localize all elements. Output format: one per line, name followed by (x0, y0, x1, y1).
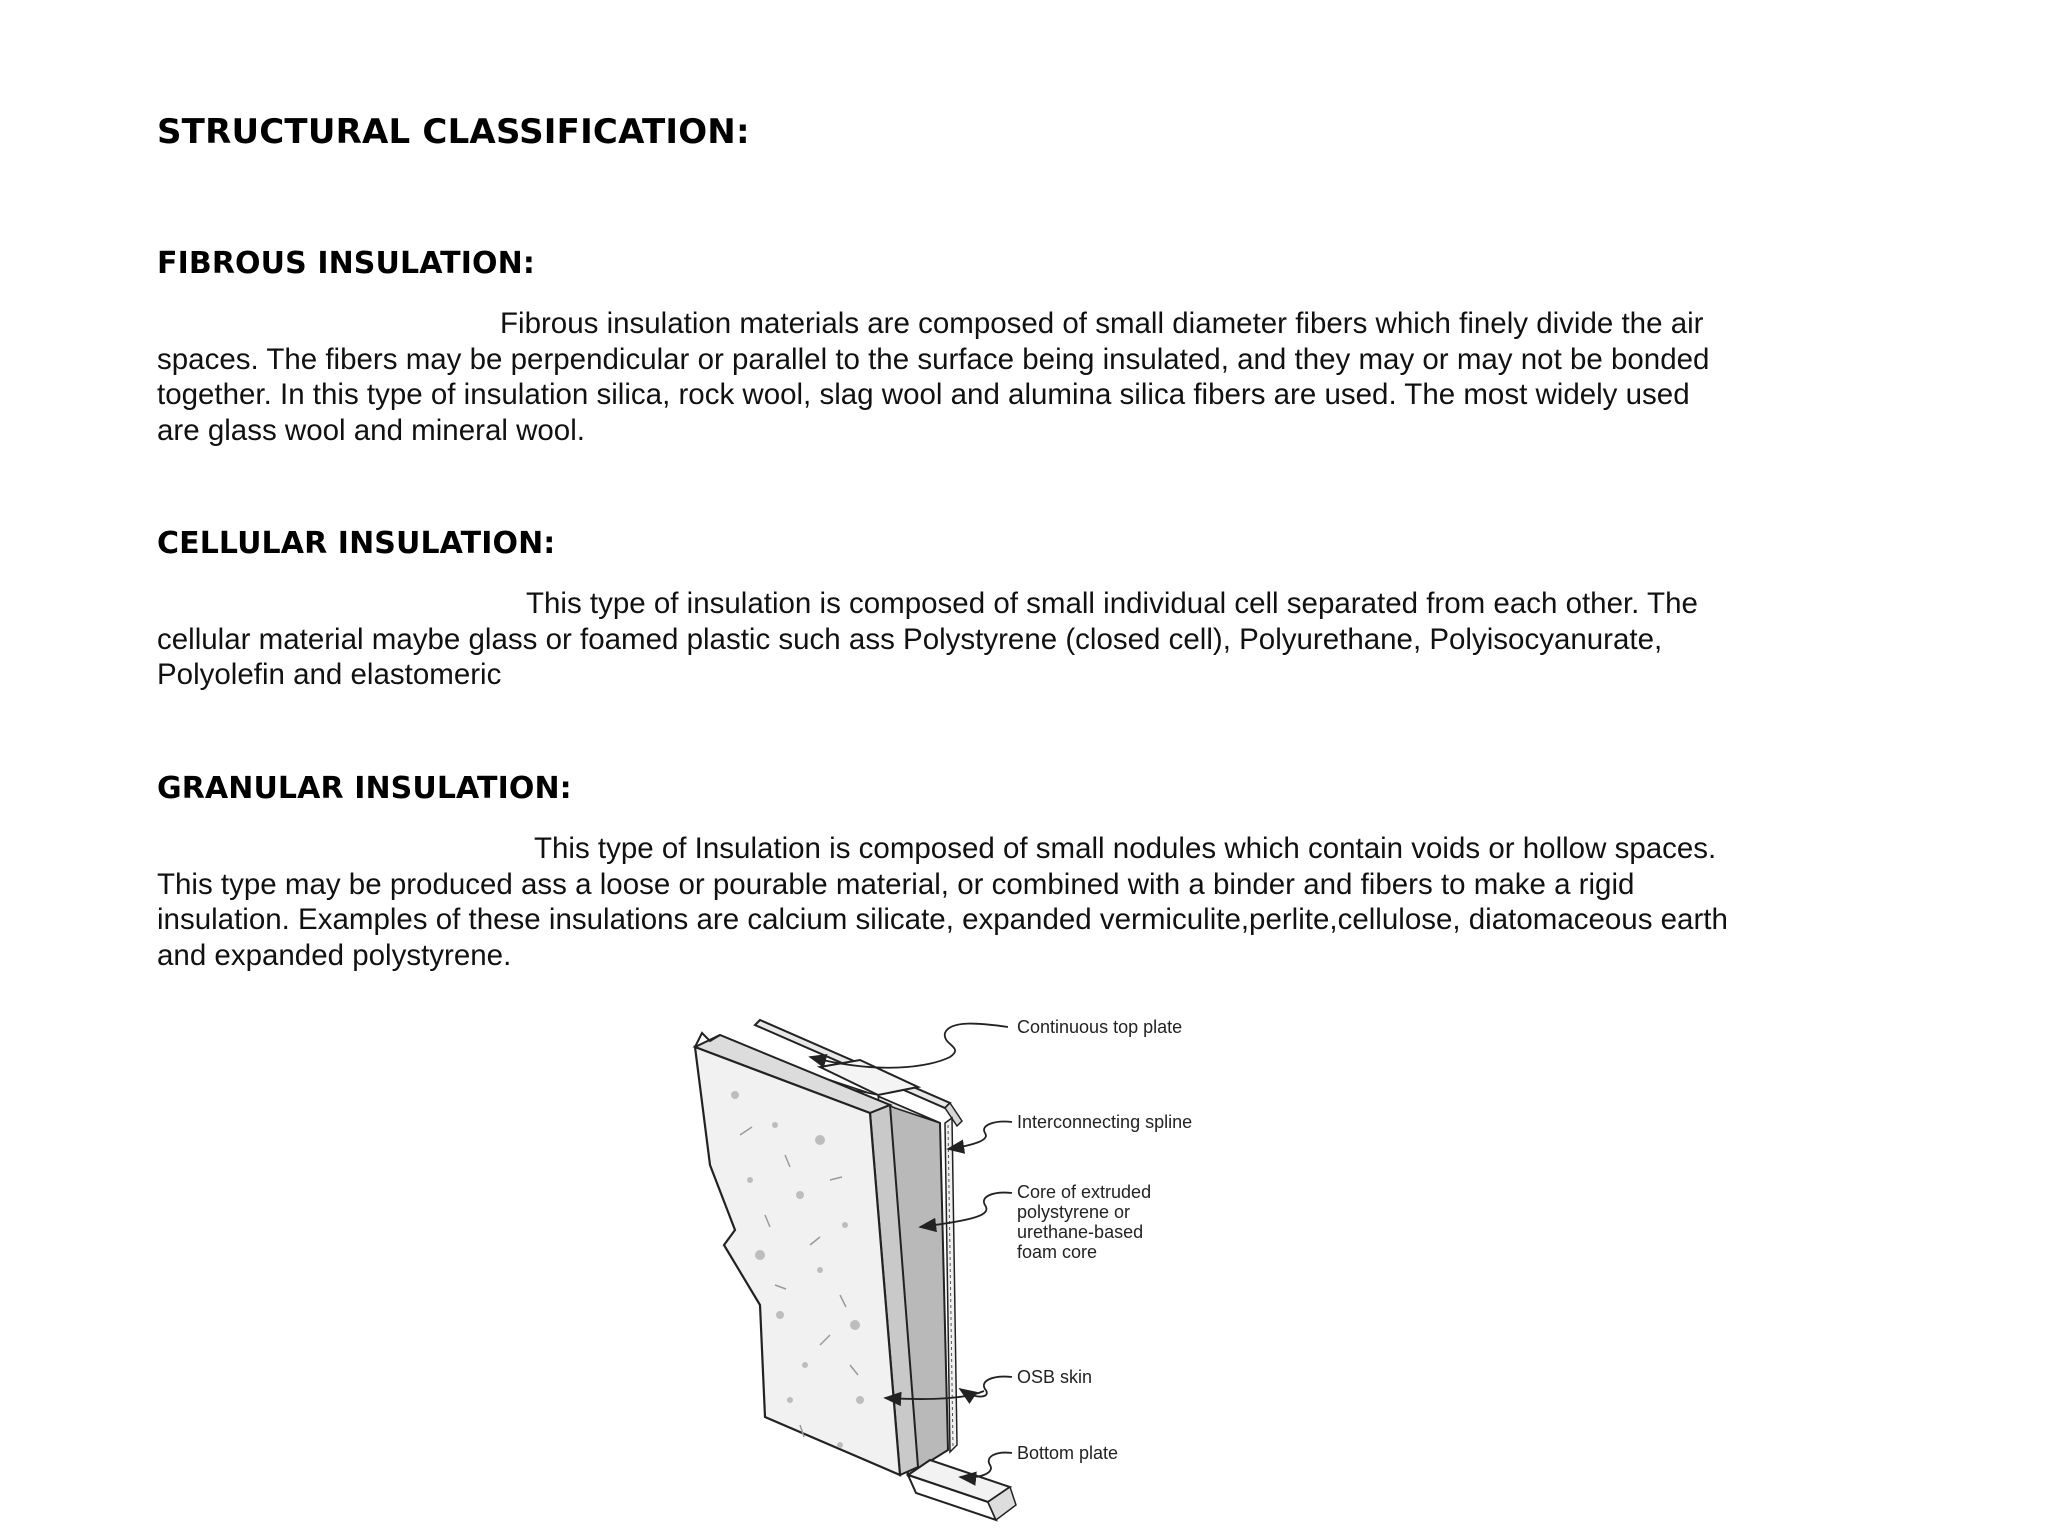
section-paragraph-granular (157, 831, 1897, 973)
label-continuous-top-plate: Continuous top plate (1017, 1017, 1183, 1037)
paragraph-line: and expanded polystyrene. (157, 938, 512, 972)
paragraph-line: This type may be produced ass a loose or pourable material, or combined with a binder and fibers to make a rigid (157, 867, 1635, 901)
label-core-line-1: Core of extruded (1017, 1182, 1152, 1202)
leader-osb-skin (960, 1377, 1012, 1397)
paragraph-line: are glass wool and mineral wool. (157, 413, 585, 447)
label-core-line-3: urethane-based (1017, 1222, 1144, 1242)
section-heading-cellular: CELLULAR INSULATION: (157, 526, 556, 561)
section-paragraph-fibrous (157, 306, 1897, 448)
section-heading-fibrous: FIBROUS INSULATION: (157, 246, 535, 281)
sip-panel-figure (680, 1005, 1240, 1536)
label-interconnecting-spline: Interconnecting spline (1017, 1112, 1193, 1132)
paragraph-line: spaces. The fibers may be perpendicular or parallel to the surface being insulated, and they may or may not be bonded (157, 342, 1710, 376)
label-core-line-4: foam core (1017, 1242, 1098, 1262)
page-title: STRUCTURAL CLASSIFICATION: (157, 112, 750, 152)
label-osb-skin: OSB skin (1017, 1367, 1093, 1387)
paragraph-line: This type of Insulation is composed of small nodules which contain voids or hollow spaces. (534, 832, 1717, 865)
label-core-line-2: polystyrene or (1017, 1202, 1131, 1222)
label-bottom-plate: Bottom plate (1017, 1443, 1119, 1463)
sip-panel-diagram (680, 1005, 1240, 1536)
paragraph-line: This type of insulation is composed of small individual cell separated from each other. The (526, 587, 1698, 620)
section-paragraph-cellular (157, 586, 1897, 693)
paragraph-line: Polyolefin and elastomeric (157, 658, 502, 691)
paragraph-line: Fibrous insulation materials are composed of small diameter fibers which finely divide the air (500, 307, 1704, 340)
section-heading-granular: GRANULAR INSULATION: (157, 771, 572, 806)
paragraph-line: insulation. Examples of these insulations are calcium silicate, expanded vermiculite,perlite,cellulose, diatomaceous earth (157, 903, 1728, 936)
paragraph-line: together. In this type of insulation silica, rock wool, slag wool and alumina silica fibers are used. The most widely used (157, 378, 1690, 411)
paragraph-line: cellular material maybe glass or foamed plastic such ass Polystyrene (closed cell), Polyurethane, Polyisocyanurate, (157, 622, 1663, 656)
